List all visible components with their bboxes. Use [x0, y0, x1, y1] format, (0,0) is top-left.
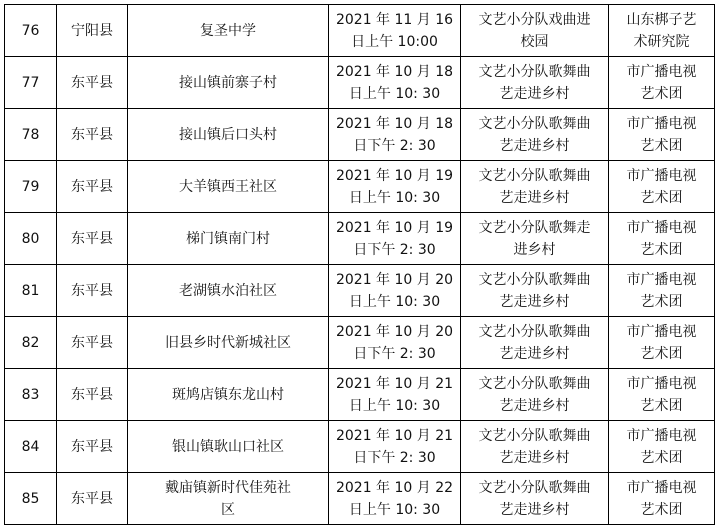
- county-cell: 东平县: [57, 161, 128, 213]
- organizer-cell: [609, 109, 715, 161]
- activity-cell: [461, 161, 609, 213]
- activity-line-1: 文艺小分队歌舞曲: [478, 167, 591, 184]
- activity-cell: [461, 5, 609, 57]
- venue-cell: 接山镇前寨子村: [128, 57, 329, 109]
- organizer-line-2: 艺术团: [640, 189, 683, 206]
- organizer-cell: [609, 57, 715, 109]
- organizer-line-1: 市广播电视: [626, 271, 697, 288]
- time-line-2: 日下午 2: 30: [353, 137, 436, 154]
- county-cell: 东平县: [57, 473, 128, 525]
- organizer-line-2: 艺术团: [640, 397, 683, 414]
- organizer-line-1: 市广播电视: [626, 375, 697, 392]
- time-line-1: 2021 年 10 月 19: [335, 219, 454, 236]
- time-line-2: 日下午 2: 30: [353, 345, 436, 362]
- time-line-1: 2021 年 10 月 21: [335, 375, 454, 392]
- activity-line-2: 艺走进乡村: [499, 293, 570, 310]
- activity-line-1: 文艺小分队歌舞曲: [478, 63, 591, 80]
- organizer-line-1: 市广播电视: [626, 167, 697, 184]
- time-cell: [329, 369, 461, 421]
- row-number: 81: [5, 265, 57, 317]
- organizer-line-1: 市广播电视: [626, 115, 697, 132]
- time-cell: [329, 57, 461, 109]
- time-line-1: 2021 年 10 月 18: [335, 115, 454, 132]
- activity-line-2: 艺走进乡村: [499, 345, 570, 362]
- time-cell: [329, 473, 461, 525]
- county-cell: 东平县: [57, 57, 128, 109]
- venue-cell: 梯门镇南门村: [128, 213, 329, 265]
- table-row: [5, 109, 715, 161]
- organizer-line-1: 市广播电视: [626, 479, 697, 496]
- activity-line-2: 艺走进乡村: [499, 501, 570, 518]
- activity-line-2: 艺走进乡村: [499, 137, 570, 154]
- organizer-cell: [609, 369, 715, 421]
- time-cell: [329, 265, 461, 317]
- row-number: 83: [5, 369, 57, 421]
- activity-line-1: 文艺小分队歌舞曲: [478, 427, 591, 444]
- venue-cell: 斑鸠店镇东龙山村: [128, 369, 329, 421]
- organizer-line-2: 艺术团: [640, 293, 683, 310]
- activity-cell: [461, 369, 609, 421]
- time-line-2: 日上午 10: 30: [348, 397, 441, 414]
- venue-cell: 复圣中学: [128, 5, 329, 57]
- activity-cell: [461, 109, 609, 161]
- organizer-line-2: 艺术团: [640, 449, 683, 466]
- activity-line-1: 文艺小分队歌舞曲: [478, 479, 591, 496]
- organizer-cell: [609, 421, 715, 473]
- organizer-cell: [609, 473, 715, 525]
- activity-cell: [461, 213, 609, 265]
- organizer-line-1: 市广播电视: [626, 427, 697, 444]
- time-cell: [329, 161, 461, 213]
- table-row: [5, 57, 715, 109]
- organizer-line-2: 艺术团: [640, 137, 683, 154]
- table-row: [5, 421, 715, 473]
- time-line-1: 2021 年 10 月 18: [335, 63, 454, 80]
- time-line-1: 2021 年 10 月 20: [335, 323, 454, 340]
- venue-line-1: 戴庙镇新时代佳苑社: [165, 479, 291, 496]
- venue-cell: 银山镇耿山口社区: [128, 421, 329, 473]
- time-line-2: 日上午 10: 30: [348, 189, 441, 206]
- activity-cell: [461, 473, 609, 525]
- venue-cell: 旧县乡时代新城社区: [128, 317, 329, 369]
- organizer-line-2: 艺术团: [640, 501, 683, 518]
- county-cell: 东平县: [57, 213, 128, 265]
- table-row: [5, 265, 715, 317]
- venue-cell: 大羊镇西王社区: [128, 161, 329, 213]
- time-line-2: 日上午 10:00: [351, 33, 438, 50]
- county-cell: 东平县: [57, 369, 128, 421]
- table-row: [5, 161, 715, 213]
- activity-line-1: 文艺小分队歌舞曲: [478, 115, 591, 132]
- row-number: 80: [5, 213, 57, 265]
- time-line-2: 日上午 10: 30: [348, 85, 441, 102]
- time-line-2: 日下午 2: 30: [353, 449, 436, 466]
- activity-schedule-table: [4, 4, 715, 525]
- row-number: 82: [5, 317, 57, 369]
- row-number: 84: [5, 421, 57, 473]
- time-cell: [329, 109, 461, 161]
- organizer-line-2: 艺术团: [640, 241, 683, 258]
- table-row: [5, 213, 715, 265]
- activity-cell: [461, 57, 609, 109]
- row-number: 77: [5, 57, 57, 109]
- row-number: 78: [5, 109, 57, 161]
- organizer-line-2: 艺术团: [640, 345, 683, 362]
- venue-cell: 老湖镇水泊社区: [128, 265, 329, 317]
- row-number: 76: [5, 5, 57, 57]
- organizer-line-1: 市广播电视: [626, 219, 697, 236]
- venue-cell: 接山镇后口头村: [128, 109, 329, 161]
- activity-cell: [461, 317, 609, 369]
- row-number: 79: [5, 161, 57, 213]
- time-line-2: 日下午 2: 30: [353, 241, 436, 258]
- organizer-cell: [609, 265, 715, 317]
- county-cell: 宁阳县: [57, 5, 128, 57]
- venue-line-2: 区: [221, 501, 235, 518]
- time-cell: [329, 317, 461, 369]
- table-row: [5, 369, 715, 421]
- time-line-2: 日上午 10: 30: [348, 501, 441, 518]
- organizer-cell: [609, 317, 715, 369]
- time-cell: [329, 5, 461, 57]
- table-row: [5, 473, 715, 525]
- activity-line-1: 文艺小分队戏曲进: [478, 11, 591, 28]
- table-row: [5, 317, 715, 369]
- county-cell: 东平县: [57, 421, 128, 473]
- activity-line-2: 艺走进乡村: [499, 397, 570, 414]
- activity-cell: [461, 265, 609, 317]
- organizer-line-2: 艺术团: [640, 85, 683, 102]
- time-line-1: 2021 年 10 月 20: [335, 271, 454, 288]
- time-line-2: 日上午 10: 30: [348, 293, 441, 310]
- table-row: [5, 5, 715, 57]
- organizer-line-1: 市广播电视: [626, 63, 697, 80]
- activity-line-1: 文艺小分队歌舞曲: [478, 271, 591, 288]
- organizer-line-1: 山东梆子艺: [626, 11, 697, 28]
- organizer-cell: [609, 161, 715, 213]
- organizer-cell: [609, 213, 715, 265]
- activity-cell: [461, 421, 609, 473]
- county-cell: 东平县: [57, 265, 128, 317]
- time-cell: [329, 213, 461, 265]
- venue-cell: [128, 473, 329, 525]
- organizer-line-1: 市广播电视: [626, 323, 697, 340]
- time-cell: [329, 421, 461, 473]
- activity-line-1: 文艺小分队歌舞曲: [478, 323, 591, 340]
- activity-line-2: 艺走进乡村: [499, 449, 570, 466]
- county-cell: 东平县: [57, 109, 128, 161]
- time-line-1: 2021 年 10 月 22: [335, 479, 454, 496]
- county-cell: 东平县: [57, 317, 128, 369]
- time-line-1: 2021 年 10 月 19: [335, 167, 454, 184]
- time-line-1: 2021 年 11 月 16: [335, 11, 454, 28]
- organizer-line-2: 术研究院: [633, 33, 690, 50]
- organizer-cell: [609, 5, 715, 57]
- time-line-1: 2021 年 10 月 21: [335, 427, 454, 444]
- activity-line-2: 艺走进乡村: [499, 189, 570, 206]
- activity-line-2: 艺走进乡村: [499, 85, 570, 102]
- activity-line-2: 进乡村: [513, 241, 556, 258]
- row-number: 85: [5, 473, 57, 525]
- activity-line-1: 文艺小分队歌舞曲: [478, 375, 591, 392]
- activity-line-2: 校园: [520, 33, 549, 50]
- activity-line-1: 文艺小分队歌舞走: [478, 219, 591, 236]
